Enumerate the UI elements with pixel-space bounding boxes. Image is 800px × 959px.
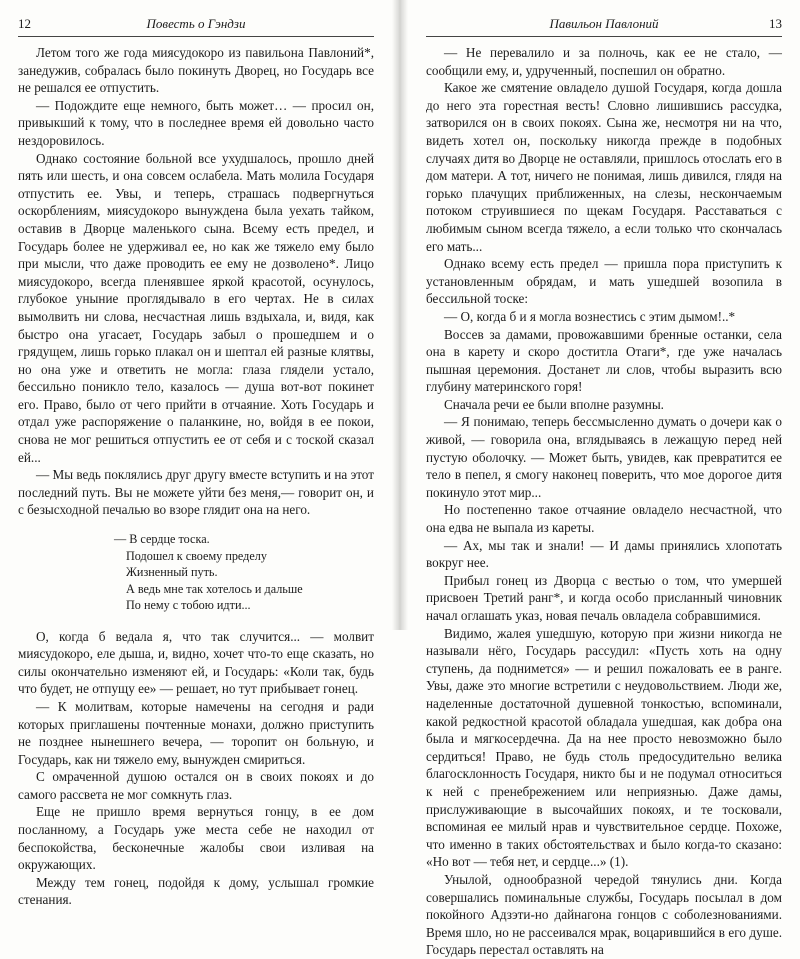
paragraph: — Мы ведь поклялись друг другу вместе вступить и на этот последний путь. Вы не можете уйти без меня,— говорит он, и с безысходной печалью во взоре глядит она на него.: [18, 467, 374, 518]
paragraph: Унылой, однообразной чередой тянулись дни. Когда совершались поминальные службы, Государь посылал в дом покойного Адзэти-но дайнагона гонцов с соболезнованиями. Время шло, но не рассеивался мрак, воцарившийся в его душе. Государь перестал оставлять на: [426, 871, 782, 958]
book-gutter: [392, 0, 408, 630]
paragraph: Однако всему есть предел — пришла пора приступить к установленным обрядам, и мать ушедшей возопила в бессильной тоске:: [426, 256, 782, 307]
paragraph: — Подождите еще немного, быть может… — просил он, привыкший к тому, что в последнее время ей довольно часто нездоровилось.: [18, 97, 374, 148]
left-page-number: 12: [18, 16, 31, 31]
left-page: [0, 0, 392, 908]
paragraph: — Ах, мы так и знали! — И дамы принялись хлопотать вокруг нее.: [426, 537, 782, 571]
paragraph: С омраченной душою остался он в своих покоях и до самого рассвета не мог сомкнуть глаз.: [18, 769, 374, 802]
right-header: [426, 16, 782, 36]
paragraph: Видимо, жалея ушедшую, которую при жизни никогда не называли нёго, Государь рассудил: «Пусть хоть на одну ступень, да поднимется» — и решил пожаловать ее в ранге. Увы, даже это многие встретили с неудовольствием. Люди же, наделенные достаточной душевной тонкостью, вспоминали, какой редкостной красотой обладала ушедшая, как добра она была и мягкосердечна. Да на нее просто невозможно было сердиться! Право, не будь столь предосудительно велика благосклонность Государя, никто бы и не подумал относиться к ней с пренебрежением или неприязнью. Даже дамы, прислуживающие в высочайших покоях, и те тосковали, вспоминая ее милый нрав и чувствительное сердце. Похоже, что именно в таких обстоятельствах и было когда-то сказано: «Но вот — тебя нет, и сердце...» (1).: [426, 625, 782, 870]
left-header-rule: [18, 36, 374, 37]
paragraph: — О, когда б и я могла вознестись с этим дымом!..*: [444, 308, 736, 324]
right-running-title: Павильон Павлоний: [549, 16, 659, 31]
paragraph: — Не перевалило и за полночь, как ее не стало, — сообщили ему, и, удрученный, поспешил он обратно.: [426, 45, 782, 78]
paragraph: — К молитвам, которые намечены на сегодня и ради которых приглашены почтенные монахи, должно приступить не позднее нынешнего вечера, — торопит он больную, и Государь, как ни тяжело ему, вынужден смириться.: [18, 698, 374, 767]
paragraph: Какое же смятение овладело душой Государя, когда дошла до него эта горестная весть! Словно лишившись рассудка, затворился он в своих покоях. Сына же, несмотря ни на что, видеть хотел он, поскольку никогда прежде в подобных случаях дитя во Дворце не оставляли, пришлось отослать его в дом матери. А тот, ничего не понимая, лишь дивился, глядя на горько плачущих приближенных, на слезы, нескончаемым потоком струившиеся по щекам Государя. Расставаться с любимым сыном всегда тяжело, а если только что скончалась его мать...: [426, 80, 782, 254]
poem-line: По нему с тобою идти...: [126, 598, 251, 613]
right-page-number: 13: [769, 16, 782, 31]
paragraph: Летом того же года миясудокоро из павильона Павлоний*, занедужив, собралась было покинуть Дворец, но Государь все не решался ее отпустить.: [18, 45, 374, 96]
poem-line: Жизненный путь.: [126, 565, 218, 580]
left-running-title: Повесть о Гэндзи: [146, 16, 246, 31]
left-header: [18, 16, 374, 36]
right-page: [408, 0, 800, 958]
paragraph: Воссев за дамами, провожавшими бренные останки, села она в карету и скоро доститла Отаги*, где уже началась пышная церемония. Достанет ли слов, чтобы выразить всю глубину материнского горя!: [426, 326, 782, 395]
poem-line: — В сердце тоска.: [114, 532, 210, 547]
right-body: [426, 44, 782, 959]
paragraph: Но постепенно такое отчаяние овладело несчастной, что она едва не выпала из кареты.: [426, 502, 782, 536]
paragraph: О, когда б ведала я, что так случится... — молвит миясудокоро, еле дыша, и, видно, хочет что-то еще сказать, но силы окончательно изменяют ей, и Государь: «Коли так, будь что будет, не отпущу ее» — решает, но тут прибывает гонец.: [18, 628, 374, 697]
poem-line: А ведь мне так хотелось и дальше: [126, 581, 303, 596]
right-header-rule: [426, 36, 782, 37]
paragraph: Между тем гонец, подойдя к дому, услышал громкие стенания.: [18, 874, 374, 908]
paragraph: Прибыл гонец из Дворца с вестью о том, что умершей присвоен Третий ранг*, и когда особо присланный чиновник начал оглашать указ, новая печаль овладела собравшимися.: [426, 572, 782, 623]
poem-line: Подошел к своему пределу: [126, 548, 267, 563]
paragraph: Сначала речи ее были вполне разумны.: [444, 396, 664, 412]
left-body: [18, 44, 374, 909]
paragraph: — Я понимаю, теперь бессмысленно думать о дочери как о живой, — говорила она, вглядываясь в лежащую перед ней пустую оболочку. — Может быть, увидев, как превратится ее тело в пепел, я смогу наконец поверить, что мое дорогое дитя покинуло этот мир...: [426, 414, 782, 500]
paragraph: Еще не пришло время вернуться гонцу, в ее дом посланному, а Государь уже места себе не находил от беспокойства, бесконечные жалобы свои изливая на окружающих.: [18, 804, 374, 873]
paragraph: Однако состояние больной все ухудшалось, прошло дней пять или шесть, и она совсем ослабела. Мать молила Государя отпустить ее. Увы, и теперь, страшась подвергнуться оскорблениям, миясудокоро вынуждена была уехать тайком, оставив в Дворце маленького сына. Всему есть предел, и Государь более не удерживал ее, но как же тяжело ему было при мысли, что даже проводить ее ему не дозволено*. Лицо миясудокоро, всегда пленявшее яркой красотой, осунулось, глубокое уныние проглядывало в его чертах. Не в силах вымолвить ни слова, несчастная лишь вздыхала, и, видя, как быстро она угасает, Государь забыл о прошедшем и о грядущем, лишь горько плакал он и шептал ей разные клятвы, но она уже и ответить не могла: глаза глядели устало, бессильно поникло тело, казалось — душа вот-вот покинет его. Право, было от чего прийти в отчаяние. Хоть Государь и отдал уже распоряжение о паланкине, но, войдя в ее покои, снова не мог решиться отпустить ее от себя и с тоской сказал ей...: [18, 150, 374, 465]
poem: [114, 531, 374, 614]
